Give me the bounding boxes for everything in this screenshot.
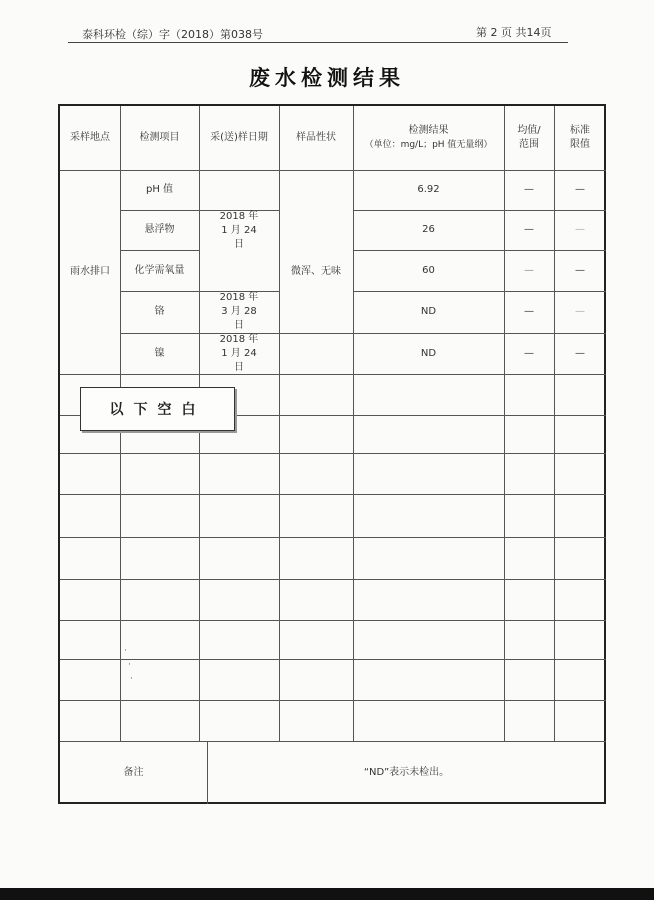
col-header-result	[353, 106, 504, 170]
avg-cell: —	[524, 347, 534, 359]
scan-speck: ·	[124, 646, 127, 656]
result-cell: 60	[422, 264, 435, 276]
row-line	[60, 537, 606, 538]
limit-cell: —	[575, 184, 585, 195]
item-cell: pH 值	[145, 184, 174, 195]
note-label: 备注	[123, 766, 144, 778]
site-cell: 雨水排口	[70, 266, 110, 277]
item-cell: 镍	[154, 347, 165, 359]
row-line	[60, 494, 606, 495]
result-cell: 26	[422, 224, 435, 235]
result-cell: ND	[420, 306, 437, 317]
avg-cell: —	[524, 224, 534, 235]
item-cell: 铬	[154, 306, 165, 317]
row-line	[60, 579, 606, 580]
row-line	[60, 453, 606, 454]
row-line	[60, 700, 606, 701]
results-table	[58, 104, 606, 804]
row-line	[60, 659, 606, 660]
note-text: “ND”表示未检出。	[363, 766, 450, 778]
limit-cell: —	[575, 264, 585, 276]
avg-cell: —	[524, 264, 534, 276]
limit-cell: —	[575, 224, 585, 235]
date-cell: 2018 年 3 月 28 日	[219, 292, 259, 331]
scan-edge	[0, 888, 654, 900]
col-header-result-title: 检测结果	[408, 125, 449, 136]
result-cell: 6.92	[417, 184, 440, 195]
page-indicator: 第 2 页 共14页	[476, 26, 552, 39]
date-cell: 2018 年 1 月 24 日	[219, 210, 259, 250]
limit-cell: —	[575, 347, 585, 359]
document-number: 泰科环检（综）字（2018）第038号	[82, 28, 263, 41]
scan-speck: ·	[128, 660, 131, 670]
col-header-result-unit: （单位：mg/L；pH 值无量纲）	[364, 140, 493, 150]
limit-cell: —	[575, 306, 585, 317]
row-line	[60, 374, 606, 375]
col-header-limit: 标准限值	[570, 125, 590, 150]
header-rule	[68, 42, 568, 43]
col-header-item: 检测项目	[139, 132, 180, 143]
blank-below-stamp: 以下空白	[80, 387, 235, 431]
avg-cell: —	[524, 184, 534, 195]
date-cell: 2018 年 1 月 24 日	[219, 333, 259, 373]
avg-cell: —	[524, 306, 534, 317]
col-header-avg: 均值/范围	[517, 125, 541, 150]
row-line	[60, 620, 606, 621]
item-cell: 悬浮物	[144, 224, 175, 235]
result-cell: ND	[420, 347, 437, 359]
page-title: 废水检测结果	[249, 66, 405, 90]
scan-speck: ·	[130, 674, 133, 684]
col-header-date: 采(送)样日期	[210, 132, 268, 143]
col-header-nature: 样品性状	[296, 132, 336, 143]
nature-cell: 微浑、无味	[291, 266, 341, 277]
col-header-site: 采样地点	[70, 132, 110, 143]
item-cell: 化学需氧量	[134, 264, 185, 276]
